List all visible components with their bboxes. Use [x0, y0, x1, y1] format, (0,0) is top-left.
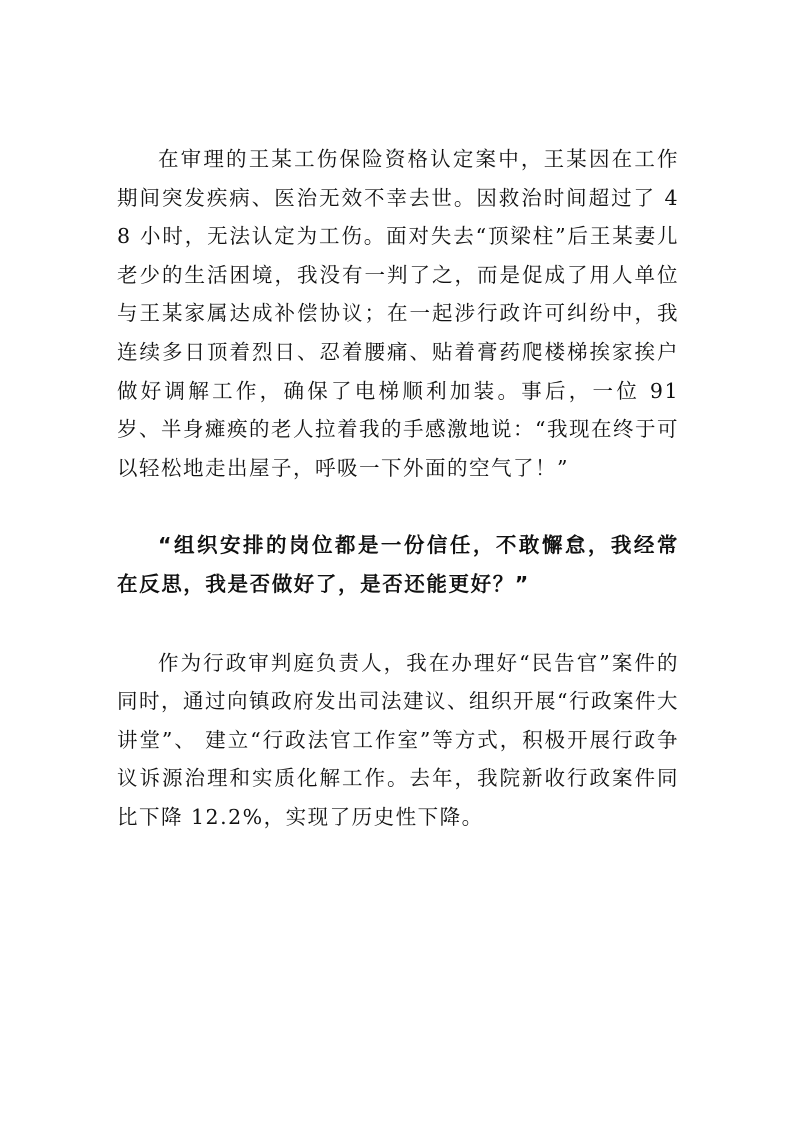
paragraph-case-stories: 在审理的王某工伤保险资格认定案中，王某因在工作期间突发疾病、医治无效不幸去世。因救治时间超过了 48 小时，无法认定为工伤。面对失去“顶梁柱”后王某妻儿老少的生活困境，我没有一判了之，而是促成了用人单位与王某家属达成补偿协议；在一起涉行政许可纠纷中，我连续多日顶着烈日、忍着腰痛、贴着膏药爬楼梯挨家挨户做好调解工作，确保了电梯顺利加装。事后，一位 91 岁、半身瘫痪的老人拉着我的手感激地说：“我现在终于可以轻松地走出屋子，呼吸一下外面的空气了！” — [117, 147, 679, 480]
paragraph-administrative-work: 作为行政审判庭负责人，我在办理好“民告官”案件的同时，通过向镇政府发出司法建议、组织开展“行政案件大讲堂”、 建立“行政法官工作室”等方式，积极开展行政争议诉源治理和实质化解工作。去年，我院新收行政案件同比下降 12.2%，实现了历史性下降。 — [117, 650, 679, 829]
document-body — [117, 140, 679, 837]
quote-heading: “组织安排的岗位都是一份信任，不敢懈怠，我经常在反思，我是否做好了，是否还能更好？” — [117, 533, 679, 596]
